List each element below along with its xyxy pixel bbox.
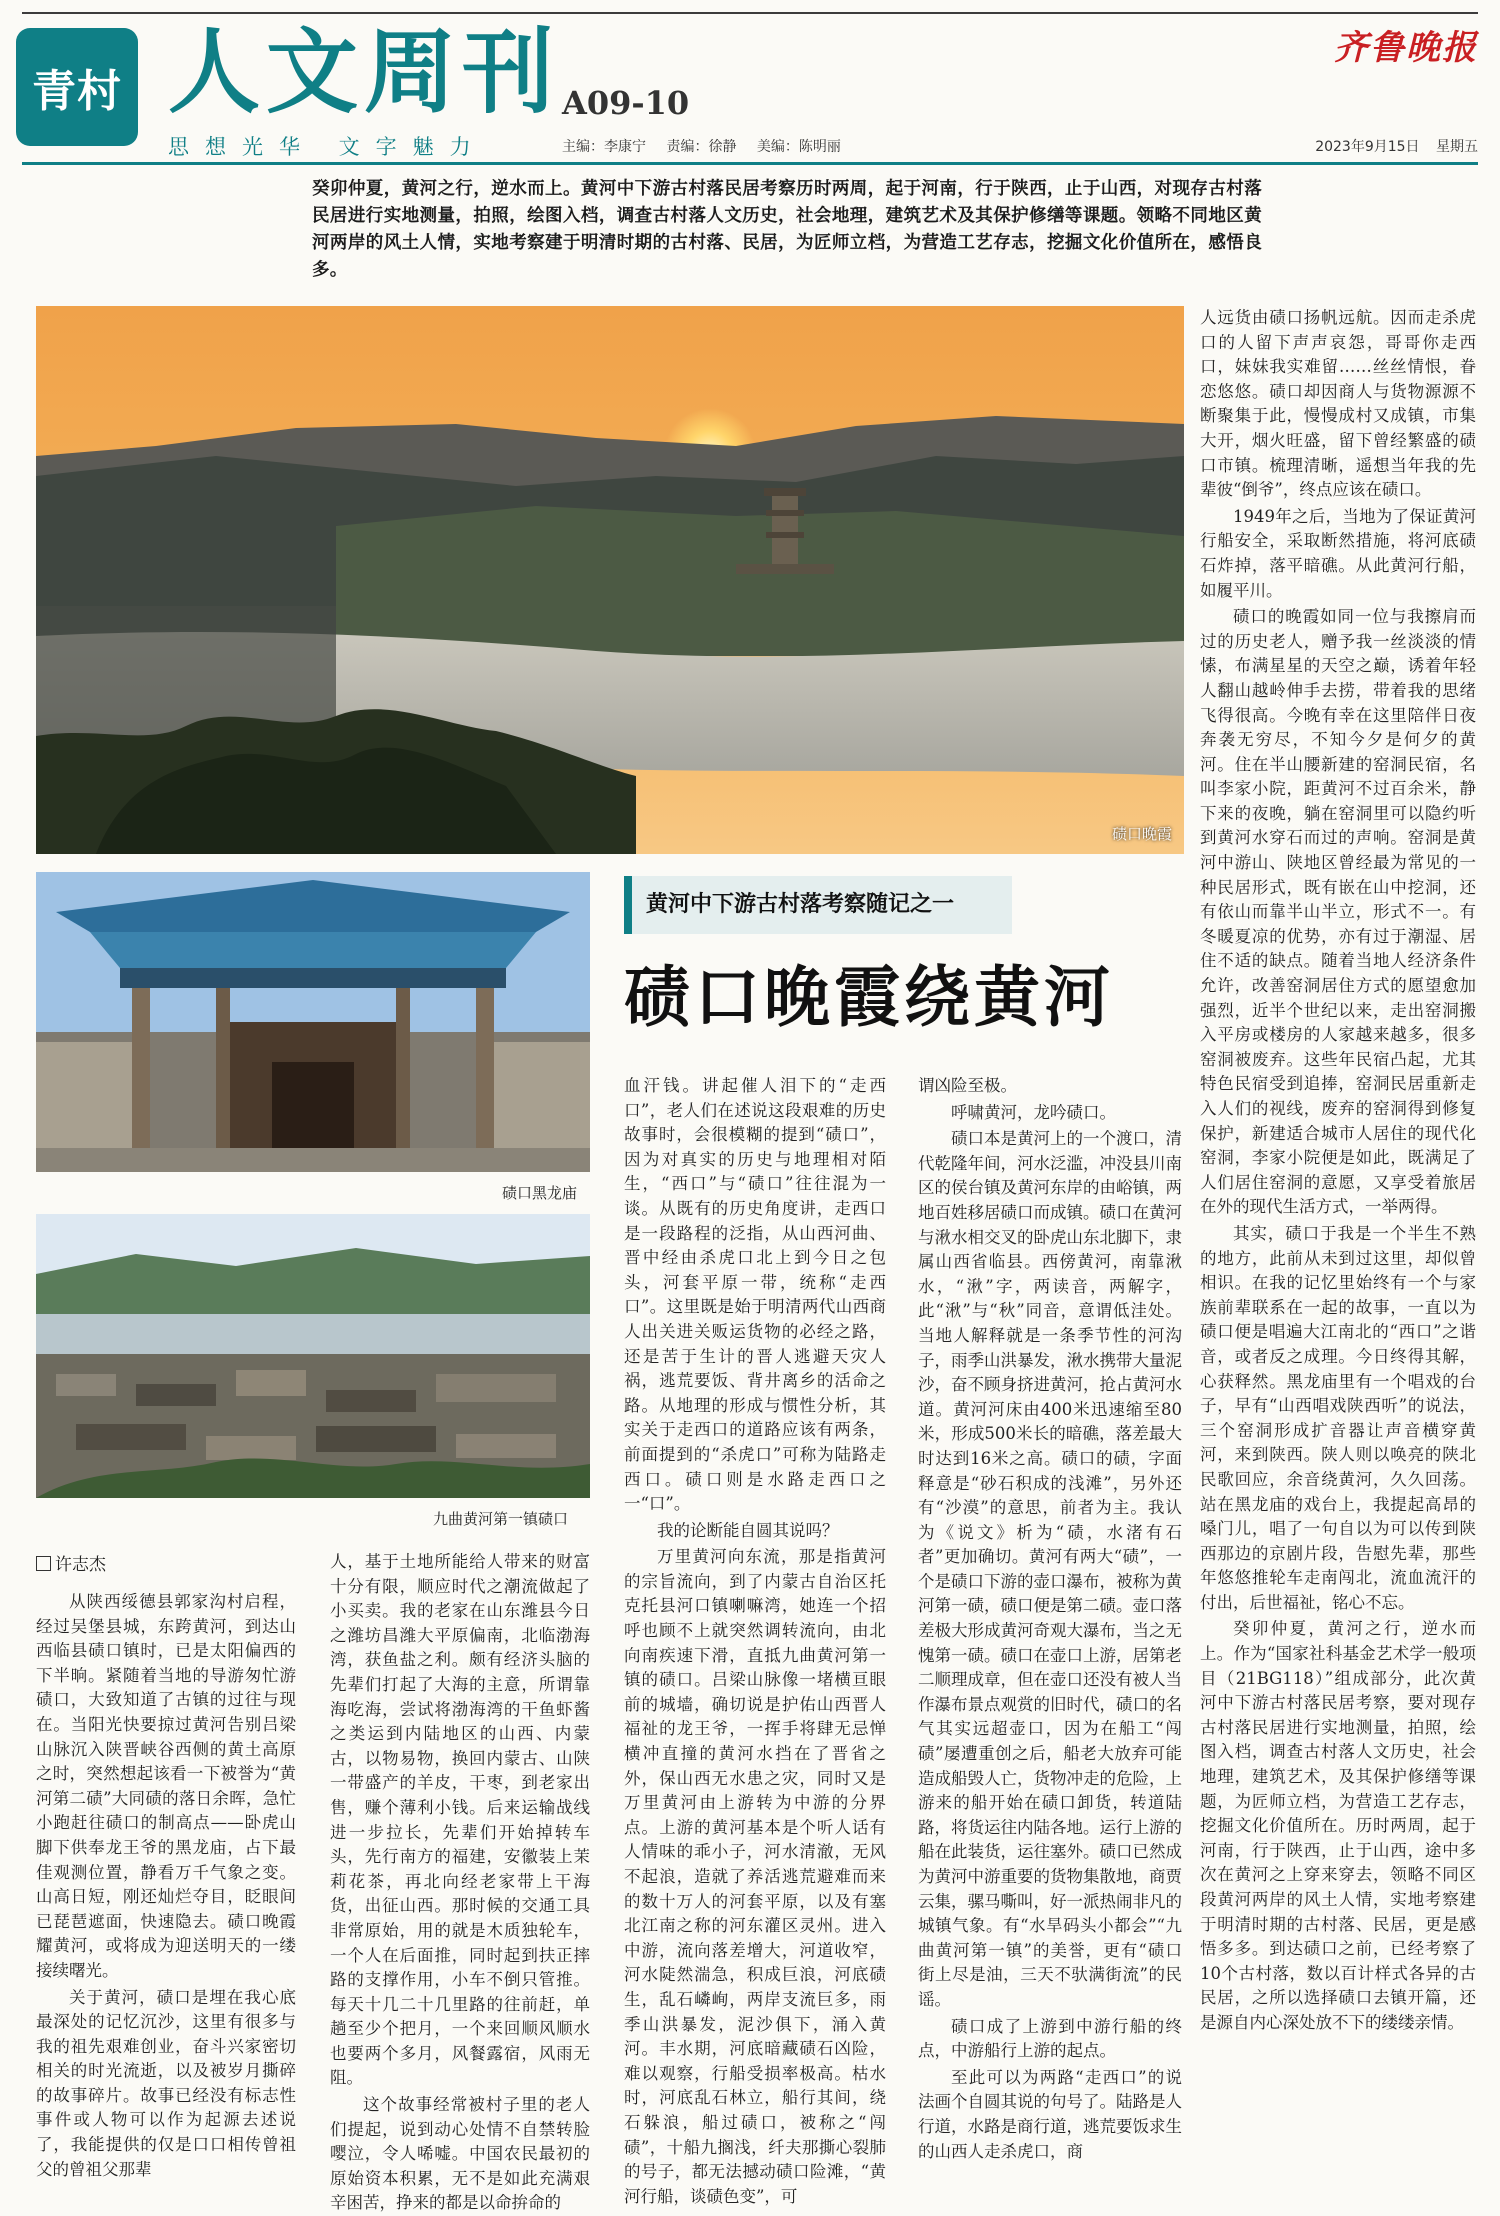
sunset-illustration bbox=[36, 306, 1184, 854]
lead-paragraph: 癸卯仲夏，黄河之行，逆水而上。黄河中下游古村落民居考察历时两周，起于河南，行于陕西，止于山西，对现存古村落民居进行实地测量，拍照，绘图入档，调查古村落人文历史，社会地理，建筑艺术及其保护修缮等课题。领略不同地区黄河两岸的风土人情，实地考察建于明清时期的古村落、民居，为匠师立档，为营造工艺存志，挖掘文化价值所在，感悟良多。 bbox=[312, 179, 1262, 280]
section-title: 人文周刊 bbox=[168, 19, 561, 126]
column-d bbox=[918, 1074, 1182, 2186]
paragraph: 癸卯仲夏，黄河之行，逆水而上。作为“国家社科基金艺术学一般项目（21BG118）”组成部分，此次黄河中下游古村落民居考察，要对现存古村落民居进行实地测量，拍照，绘图入档，调查古村落人文历史，社会地理，建筑艺术，及其保护修缮等课题，为匠师立档，为营造工艺存志，挖掘文化价值所在。历时两周，起于河南，行于陕西，止于山西，途中多次在黄河之上穿来穿去，领略不同区段黄河两岸的风土人情，实地考察建于明清时期的古村落、民居，更是感悟多多。到达碛口之前，已经考察了10个古村落，数以百计样式各异的古民居，之所以选择碛口去镇开篇，还是源自内心深处放不下的缕缕亲情。 bbox=[1200, 1619, 1476, 2032]
temple-photo bbox=[36, 872, 590, 1172]
issue-date bbox=[1303, 136, 1478, 156]
column-a bbox=[36, 1590, 296, 2186]
paragraph: 我的论断能自圆其说吗？ bbox=[657, 1520, 839, 1540]
town-photo bbox=[36, 1214, 590, 1498]
column-right bbox=[1200, 306, 1476, 2186]
paragraph: 碛口本是黄河上的一个渡口，清代乾隆年间，河水泛滥，冲没县川南区的侯台镇及黄河东岸的由峪镇，两地百姓移居碛口而成镇。碛口在黄河与湫水相交叉的卧虎山东北脚下，隶属山西省临县。西傍黄河，南靠湫水，“湫”字，两读音，两解字，此“湫”与“秋”同音，意谓低洼处。当地人解释就是一条季节性的河沟子，雨季山洪暴发，湫水携带大量泥沙，奋不顾身挤进黄河，抢占黄河水道。黄河河床由400米迅速缩至80米，形成500米长的暗礁，落差最大时达到16米之高。碛口的碛，字面释意是“砂石积成的浅滩”，另外还有“沙漠”的意思，前者为主。我认为《说文》析为“碛，水渚有石者”更加确切。黄河有两大“碛”，一个是碛口下游的壶口瀑布，被称为黄河第一碛，碛口便是第二碛。壶口落差极大形成黄河奇观大瀑布，当之无愧第一碛。碛口在壶口上游，居第老二顺理成章，但在壶口还没有被人当作瀑布景点观赏的旧时代，碛口的名气其实远超壶口，因为在船工“闯碛”屡遭重创之后，船老大放弃可能造成船毁人亡，货物冲走的危险，上游来的船开始在碛口卸货，转道陆路，将货运往内陆各地。运行上游的船在此装货，运往塞外。碛口已然成为黄河中游重要的货物集散地，商贾云集，骡马嘶叫，好一派热闹非凡的城镇气象。有“水旱码头小都会”“九曲黄河第一镇”的美誉，更有“碛口街上尽是油，三天不驮满街流”的民谣。 bbox=[918, 1129, 1182, 2009]
main-photo-sunset bbox=[36, 306, 1184, 854]
column-c bbox=[624, 1074, 886, 2206]
paragraph: 万里黄河向东流，那是指黄河的宗旨流向，到了内蒙古自治区托克托县河口镇喇嘛湾，她连一个招呼也顾不上就突然调转流向，由北向南疾速下滑，直抵九曲黄河第一镇的碛口。吕梁山脉像一堵横亘眼前的城墙，确切说是护佑山西晋人福祉的龙王爷，一挥手将肆无忌惮横冲直撞的黄河水挡在了晋省之外，保山西无水患之灾，同时又是万里黄河由上游转为中游的分界点。上游的黄河基本是个听人话有人情味的乖小子，河水清澈，无风不起浪，造就了养活逃荒避难而来的数十万人的河套平原，以及有塞北江南之称的河东灌区灵州。进入中游，流向落差增大，河道收窄，河水陡然湍急，积成巨浪，河底碛生，乱石嶙峋，两岸支流巨多，雨季山洪暴发，泥沙俱下，涌入黄河。丰水期，河底暗藏碛石凶险，难以观察，行船受损率极高。枯水时，河底乱石林立，船行其间，绕石躲浪，船过碛口，被称之“闯碛”，十船九搁浅，纤夫那撕心裂肺的号子，都无法撼动碛口险滩，“黄河行船，谈碛色变”，可 bbox=[624, 1547, 886, 2206]
top-rule bbox=[22, 12, 1478, 14]
paragraph: 从陕西绥德县郭家沟村启程，经过吴堡县城，东跨黄河，到达山西临县碛口镇时，已是太阳偏西的下半晌。紧随着当地的导游匆忙游碛口，大致知道了古镇的过往与现在。当阳光快要掠过黄河告别吕梁山脉沉入陕晋峡谷西侧的黄土高原之时，突然想起该看一下被誉为“黄河第二碛”大同碛的落日余晖，急忙小跑赶往碛口的制高点——卧虎山脚下供奉龙王爷的黑龙庙，占下最佳观测位置，静看万千气象之变。山高日短，刚还灿烂夺目，眨眼间已琵琶遮面，快速隐去。碛口晚霞耀黄河，或将成为迎送明天的一缕接续曙光。 bbox=[36, 1592, 296, 1980]
paragraph: 碛口的晚霞如同一位与我擦肩而过的历史老人，赠予我一丝淡淡的情愫，布满星星的天空之巅，诱着年轻人翻山越岭伸手去捞，带着我的思绪飞得很高。今晚有幸在这里陪伴日夜奔袭无穷尽，不知今夕是何夕的黄河。住在半山腰新建的窑洞民宿，名叫李家小院，距黄河不过百余米，静下来的夜晚，躺在窑洞里可以隐约听到黄河水穿石而过的声响。窑洞是黄河中游山、陕地区曾经最为常见的一种民居形式，既有嵌在山中挖洞，还有依山而靠半山半立，形式不一。有冬暖夏凉的优势，亦有过于潮湿、居住不适的缺点。随着当地人经济条件允许，改善窑洞居住方式的愿望愈加强烈，近半个世纪以来，走出窑洞搬入平房或楼房的人家越来越多，很多窑洞被废弃。这些年民宿凸起，尤其特色民宿受到追捧，窑洞民居重新走入人们的视线，废弃的窑洞得到修复保护，新建适合城市人居住的现代化窑洞，李家小院便是如此，既满足了人们居住窑洞的意愿，又享受着旅居在外的现代生活方式，一举两得。 bbox=[1200, 607, 1476, 1217]
duty-editor: 责编：徐静 bbox=[666, 139, 737, 155]
art-editor: 美编：陈明丽 bbox=[756, 139, 841, 155]
weekday-text: 星期五 bbox=[1436, 139, 1478, 155]
date-text: 2023年9月15日 bbox=[1315, 139, 1420, 155]
paragraph: 血汗钱。讲起催人泪下的“走西口”，老人们在述说这段艰难的历史故事时，会很模糊的提到“碛口”，因为对真实的历史与地理相对陌生，“西口”与“碛口”往往混为一谈。从既有的历史角度讲，走西口是一段路程的泛指，从山西河曲、晋中经由杀虎口北上到今日之包头，河套平原一带，统称“走西口”。这里既是始于明清两代山西商人出关进关贩运货物的必经之路，还是苦于生计的晋人逃避天灾人祸，逃荒要饭、背井离乡的活命之路。从地理的形成与惯性分析，其实关于走西口的道路应该有两条，前面提到的“杀虎口”可称为陆路走西口。碛口则是水路走西口之一“口”。 bbox=[624, 1076, 886, 1514]
main-photo-caption: 碛口晚霞 bbox=[1111, 825, 1172, 843]
paragraph: 1949年之后，当地为了保证黄河行船安全，采取断然措施，将河底碛石炸掉，落平暗礁。从此黄河行船，如履平川。 bbox=[1200, 506, 1476, 600]
paragraph: 至此可以为两路“走西口”的说法画个自圆其说的句号了。陆路是人行道，水路是商行道，逃荒要饭求生的山西人走杀虎口，商 bbox=[918, 2067, 1182, 2161]
kicker-accent bbox=[624, 876, 632, 934]
article-headline: 碛口晚霞绕黄河 bbox=[624, 958, 1114, 1036]
article-byline bbox=[36, 1550, 106, 1575]
temple-caption: 碛口黑龙庙 bbox=[502, 1184, 578, 1202]
paragraph: 关于黄河，碛口是埋在我心底最深处的记忆沉沙，这里有很多与我的祖先艰难创业，奋斗兴家密切相关的时光流逝，以及被岁月撕碎的故事碎片。故事已经没有标志性事件或人物可以作为起源去述说了，我能提供的仅是口口相传曾祖父的曾祖父那辈 bbox=[36, 1987, 296, 2179]
paragraph: 人，基于土地所能给人带来的财富十分有限，顺应时代之潮流做起了小买卖。我的老家在山东潍县今日之潍坊昌潍大平原偏南，北临渤海湾，获鱼盐之利。颇有经济头脑的先辈们打起了大海的主意，所谓靠海吃海，尝试将渤海湾的干鱼虾酱之类运到内陆地区的山西、内蒙古，以物易物，换回内蒙古、山陕一带盛产的羊皮，干枣，到老家出售，赚个薄利小钱。后来运输战线进一步拉长，先辈们开始掉转车头，先行南方的福建，安徽装上茉莉花茶，再北向经老家带上干海货，出征山西。那时候的交通工具非常原始，用的就是木质独轮车，一个人在后面推，同时起到扶正摔路的支撑作用，小车不倒只管推。每天十几二十几里路的往前赶，单趟至少个把月，一个来回顺风顺水也要两个多月，风餐露宿，风雨无阻。 bbox=[330, 1552, 590, 2088]
column-b bbox=[330, 1550, 590, 2213]
article-kicker: 黄河中下游古村落考察随记之一 bbox=[632, 876, 1012, 934]
paragraph: 碛口成了上游到中游行船的终点，中游船行上游的起点。 bbox=[918, 2016, 1182, 2061]
paragraph: 谓凶险至极。 bbox=[918, 1076, 1017, 1095]
town-caption: 九曲黄河第一镇碛口 bbox=[433, 1510, 569, 1528]
paragraph: 人远货由碛口扬帆远航。因而走杀虎口的人留下声声哀怨，哥哥你走西口，妹妹我实难留……丝丝情恨，眷恋悠悠。碛口却因商人与货物源源不断聚集于此，慢慢成村又成镇，市集大开，烟火旺盛，留下曾经繁盛的碛口市镇。梳理清晰，遥想当年我的先辈彼“倒爷”，终点应该在碛口。 bbox=[1200, 308, 1476, 500]
section-logo: 青村 bbox=[16, 28, 138, 146]
page-code: A09-10 bbox=[562, 84, 690, 122]
section-slogan: 思想光华 文字魅力 bbox=[168, 135, 487, 159]
byline-box-icon bbox=[36, 1556, 51, 1571]
temple-illustration bbox=[36, 872, 590, 1172]
author-name: 许志杰 bbox=[55, 1555, 106, 1575]
paragraph: 这个故事经常被村子里的老人们提起，说到动心处情不自禁转脸嘤泣，令人唏嘘。中国农民最初的原始资本积累，无不是如此充满艰辛困苦，挣来的都是以命拚命的 bbox=[330, 2095, 590, 2213]
masthead-rule bbox=[22, 162, 1478, 165]
paragraph: 其实，碛口于我是一个半生不熟的地方，此前从未到过这里，却似曾相识。在我的记忆里始终有一个与家族前辈联系在一起的故事，一直以为碛口便是唱遍大江南北的“西口”之谐音，或者反之成理。今日终得其解，心获释然。黑龙庙里有一个唱戏的台子，早有“山西唱戏陕西听”的说法，三个窑洞形成扩音器让声音横穿黄河，来到陕西。陕人则以唤亮的陕北民歌回应，余音绕黄河，久久回荡。站在黑龙庙的戏台上，我提起高昂的嗓门儿，唱了一句自以为可以传到陕西那边的京剧片段，告慰先辈，那些年悠悠推轮车走南闯北，流血流汗的付出，后世福祉，铭心不忘。 bbox=[1200, 1223, 1476, 1612]
town-illustration bbox=[36, 1214, 590, 1498]
chief-editor: 主编：李康宁 bbox=[562, 139, 646, 155]
newspaper-brand: 齐鲁晚报 bbox=[1334, 28, 1478, 68]
editor-credits bbox=[562, 136, 857, 156]
paragraph: 呼啸黄河，龙吟碛口。 bbox=[951, 1102, 1116, 1122]
